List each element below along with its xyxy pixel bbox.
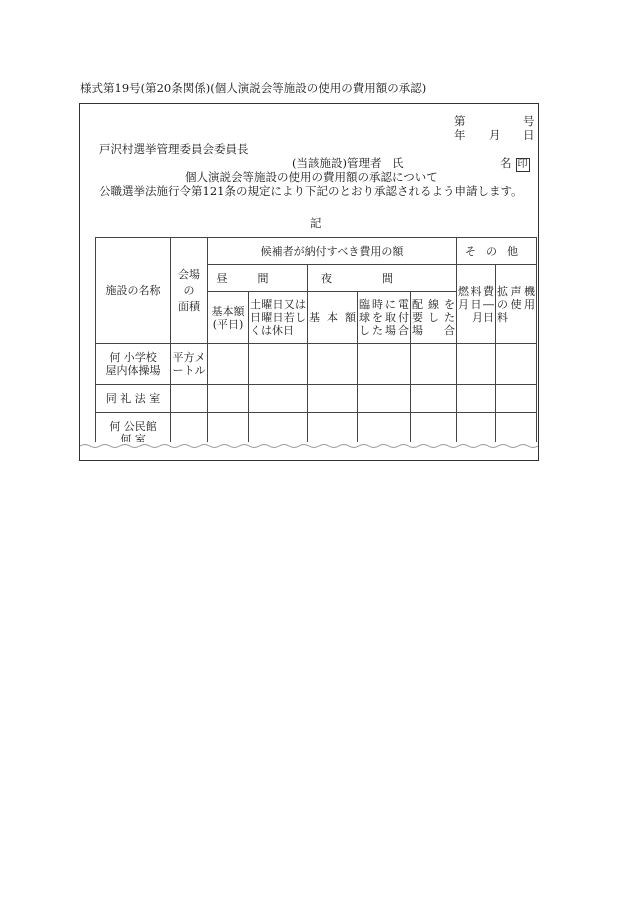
applicant-mei	[500, 156, 530, 172]
fee-header: 候補者が納付すべき費用の額	[208, 238, 457, 265]
cell-line: (平日)	[212, 317, 244, 331]
cell-line: 拡声機	[497, 284, 535, 298]
seal-mark: 印	[517, 159, 528, 170]
form-title: 様式第19号(第20条関係)(個人演説会等施設の使用の費用額の承認)	[80, 81, 427, 95]
area-header-line: 会場	[178, 268, 200, 281]
cell-line: 屋内体操場	[105, 364, 161, 377]
subject: 個人演説会等施設の使用の費用額の承認について	[185, 170, 438, 184]
date-year: 年	[454, 128, 466, 142]
applicant-mei-label: 名	[500, 156, 512, 170]
application-form	[79, 103, 539, 461]
cell-line: ートル	[172, 364, 206, 377]
blank-cell	[411, 344, 457, 385]
other-speaker-header	[496, 265, 537, 344]
blank-cell	[208, 344, 249, 385]
addressee: 戸沢村選挙管理委員会委員長	[99, 142, 249, 156]
day-header: 昼間	[208, 265, 308, 292]
cell-line: 同 礼 法 室	[105, 392, 161, 405]
blank-cell	[249, 385, 308, 413]
other-fuel-header	[457, 265, 496, 344]
cell-line: 球を取付	[359, 311, 409, 324]
blank-cell	[496, 344, 537, 385]
blank-cell	[411, 385, 457, 413]
blank-cell	[457, 385, 496, 413]
cell-line: 料	[497, 310, 508, 324]
cell-line: 月日	[472, 310, 494, 324]
area-cell	[171, 344, 208, 385]
cell-line: 月日―	[458, 297, 494, 311]
facility-name-header: 施設の名称	[96, 238, 171, 344]
facility-name-cell	[96, 344, 171, 385]
blank-cell	[496, 385, 537, 413]
fee-table	[95, 237, 537, 453]
cell-line: 土曜日又は	[250, 298, 306, 311]
cell-line: 基本額	[309, 311, 356, 324]
area-header-line: の	[183, 284, 195, 297]
night-base-header	[308, 292, 358, 344]
table-row	[96, 385, 537, 413]
day-holiday-header	[249, 292, 308, 344]
cell-line: 何 公民館	[109, 419, 157, 433]
other-header: その他	[457, 238, 537, 265]
day-base-header	[208, 292, 249, 344]
blank-cell	[457, 344, 496, 385]
blank-cell	[208, 385, 249, 413]
applicant-shi: 氏	[392, 156, 404, 170]
cell-line: 配線を	[412, 298, 455, 311]
night-wiring-header	[411, 292, 457, 344]
night-header: 夜間	[308, 265, 457, 292]
doc-number-suffix: 号	[523, 114, 535, 128]
cell-line: 場合	[412, 324, 455, 337]
table-row	[96, 344, 537, 385]
blank-cell	[308, 344, 358, 385]
cell-line: 日曜日若し	[250, 311, 306, 324]
cell-line: の使用	[497, 297, 535, 311]
statement: 公職選挙法施行令第121条の規定により下記のとおり承認されるよう申請します。	[99, 184, 523, 198]
area-header	[171, 238, 208, 344]
cell-line: 燃料費	[458, 284, 494, 298]
ki-heading: 記	[310, 216, 322, 230]
date-month: 月	[489, 128, 501, 142]
date-day: 日	[523, 128, 535, 142]
cell-line: 何 小学校	[109, 351, 157, 364]
cell-line: くは休日	[250, 324, 294, 337]
torn-edge	[80, 442, 538, 461]
doc-number-prefix: 第	[454, 114, 466, 128]
night-temp-light-header	[358, 292, 411, 344]
area-cell	[171, 385, 208, 413]
cell-line: 要した	[412, 311, 455, 324]
blank-cell	[308, 385, 358, 413]
cell-line: 平方メ	[172, 351, 206, 364]
facility-name-cell	[96, 385, 171, 413]
blank-cell	[358, 344, 411, 385]
blank-cell	[358, 385, 411, 413]
cell-line: 何 室	[120, 432, 146, 446]
cell-line: した場合	[359, 324, 409, 337]
area-header-line: 面積	[178, 300, 200, 313]
blank-cell	[249, 344, 308, 385]
cell-line: 臨時に電	[359, 298, 409, 311]
applicant-title: (当該施設)管理者	[292, 156, 382, 170]
cell-line: 基本額	[211, 304, 245, 318]
